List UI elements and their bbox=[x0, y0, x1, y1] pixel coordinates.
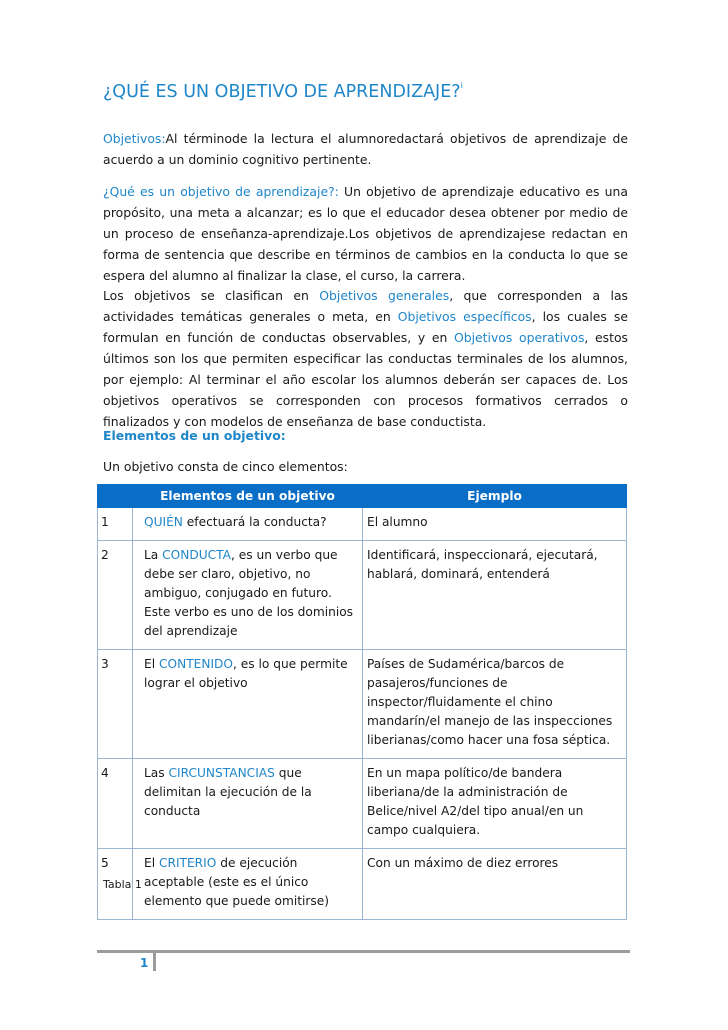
page-number: 1 bbox=[140, 956, 149, 970]
table-row bbox=[98, 541, 627, 650]
row-element bbox=[133, 508, 363, 541]
element-keyword: QUIÉN bbox=[144, 515, 183, 529]
element-prefix: Las bbox=[144, 766, 169, 780]
element-keyword: CONDUCTA bbox=[162, 548, 232, 562]
header-number-cell bbox=[98, 485, 133, 508]
objectives-text: Al términode la lectura el alumnoredactará objetivos de aprendizaje de acuerdo a un dominio cognitivo pertinente. bbox=[103, 131, 628, 167]
table-caption: Tabla 1 bbox=[103, 878, 142, 891]
row-element bbox=[133, 650, 363, 759]
element-description: , es un verbo que debe ser claro, objetivo, no ambiguo, conjugado en futuro. Este verbo es uno de los dominios del aprendizaje bbox=[144, 548, 354, 638]
row-number: 3 bbox=[98, 650, 133, 759]
row-example: Con un máximo de diez errores bbox=[363, 849, 627, 920]
element-prefix: La bbox=[144, 548, 163, 562]
row-example: El alumno bbox=[363, 508, 627, 541]
element-description: que delimitan la ejecución de la conducta bbox=[144, 766, 312, 818]
keyword-general-objectives: Objetivos generales bbox=[319, 288, 450, 303]
definition-paragraph bbox=[103, 181, 628, 286]
objectives-paragraph bbox=[103, 128, 628, 170]
element-keyword: CRITERIO bbox=[158, 856, 217, 870]
table-row bbox=[98, 650, 627, 759]
classification-paragraph bbox=[103, 285, 628, 432]
element-description: efectuará la conducta? bbox=[182, 515, 327, 529]
definition-text: Un objetivo de aprendizaje educativo es una propósito, una meta a alcanzar; es lo que el educador desea obtener por medio de un proceso de enseñanza-aprendizaje.Los objetivos de aprendizajese redactan en forma de sentencia que describe en términos de cambios en la conducta lo que se espera del alumno al finalizar la clase, el curso, la carrera. bbox=[103, 184, 628, 283]
row-element bbox=[133, 541, 363, 650]
table-row bbox=[98, 849, 627, 920]
objective-elements-table bbox=[97, 484, 627, 920]
row-number: 1 bbox=[98, 508, 133, 541]
row-number: 2 bbox=[98, 541, 133, 650]
header-elements-cell: Elementos de un objetivo bbox=[133, 485, 363, 508]
table-intro: Un objetivo consta de cinco elementos: bbox=[103, 459, 348, 474]
classification-text-2: , que corresponden a las actividades temáticas generales o meta, en bbox=[103, 288, 628, 324]
footer-rule bbox=[97, 950, 630, 953]
title-footnote-mark: i bbox=[460, 81, 463, 91]
classification-text-4: , estos últimos son los que permiten especificar las conductas terminales de los alumnos, por ejemplo: Al terminar el año escolar los alumnos deberán ser capaces de. Los objetivos operativos se corresponden con procesos formativos cerrados o finalizados y con modelos de enseñanza de base conductista. bbox=[103, 330, 628, 429]
element-prefix: El bbox=[144, 657, 159, 671]
objectives-label: Objetivos: bbox=[103, 131, 166, 146]
element-description: , es lo que permite lograr el objetivo bbox=[144, 657, 348, 690]
definition-label: ¿Qué es un objetivo de aprendizaje?: bbox=[103, 184, 339, 199]
row-number: 5 bbox=[98, 849, 133, 920]
row-example: Países de Sudamérica/barcos de pasajeros/funciones de inspector/fluidamente el chino mandarín/el manejo de las inspecciones liberianas/como hacer una fosa séptica. bbox=[363, 650, 627, 759]
keyword-operative-objectives: Objetivos operativos bbox=[453, 330, 585, 345]
classification-text-1: Los objetivos se clasifican en bbox=[103, 288, 320, 303]
element-description: de ejecución aceptable (este es el único elemento que puede omitirse) bbox=[144, 856, 329, 908]
table-header-row bbox=[98, 485, 627, 508]
keyword-specific-objectives: Objetivos específicos bbox=[397, 309, 532, 324]
table-row bbox=[98, 759, 627, 849]
row-example: En un mapa político/de bandera liberiana/de la administración de Belice/nivel A2/del tipo anual/en un campo cualquiera. bbox=[363, 759, 627, 849]
row-number: 4 bbox=[98, 759, 133, 849]
document-title bbox=[103, 82, 628, 102]
elements-heading: Elementos de un objetivo: bbox=[103, 428, 286, 443]
title-text: ¿QUÉ ES UN OBJETIVO DE APRENDIZAJE? bbox=[103, 82, 461, 102]
classification-text-3: , los cuales se formulan en función de conductas observables, y en bbox=[103, 309, 628, 345]
page-number-divider bbox=[153, 953, 156, 971]
element-keyword: CONTENIDO bbox=[158, 657, 234, 671]
table-row bbox=[98, 508, 627, 541]
element-prefix: El bbox=[144, 856, 159, 870]
row-element bbox=[133, 849, 363, 920]
row-example: Identificará, inspeccionará, ejecutará, hablará, dominará, entenderá bbox=[363, 541, 627, 650]
row-element bbox=[133, 759, 363, 849]
header-example-cell: Ejemplo bbox=[363, 485, 627, 508]
element-keyword: CIRCUNSTANCIAS bbox=[168, 766, 275, 780]
